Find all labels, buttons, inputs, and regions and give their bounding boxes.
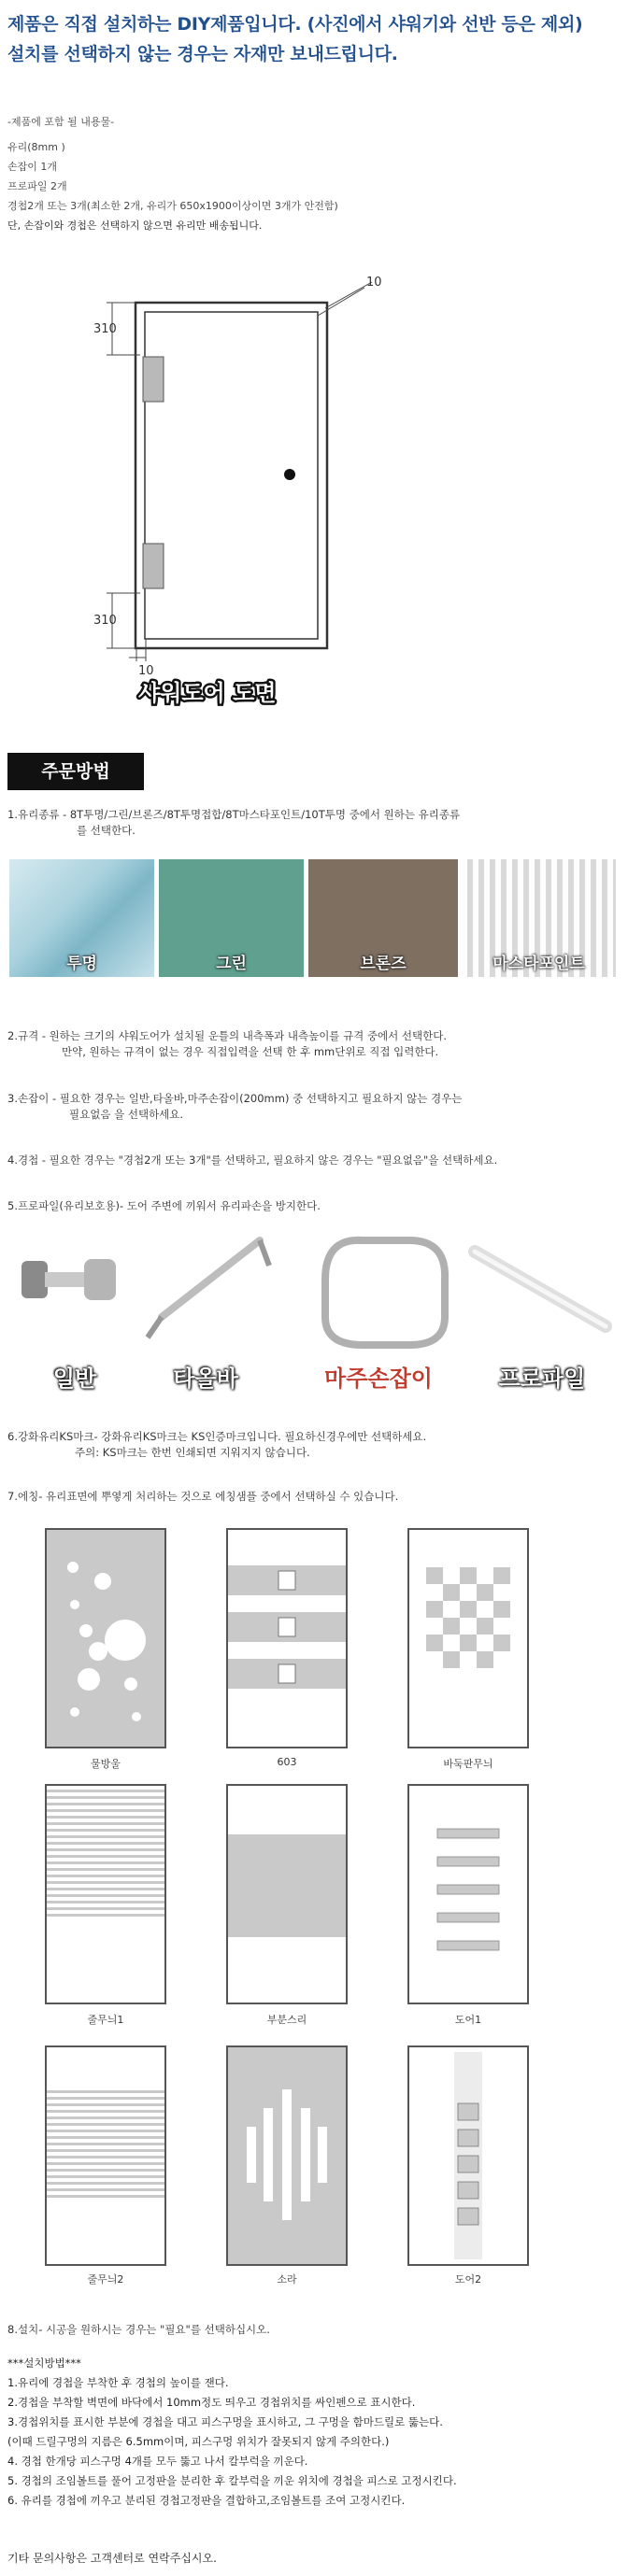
etching-603 (226, 1528, 348, 1748)
drawing-caption: 샤워도어 도면 (138, 680, 277, 706)
step-2-line-2: 만약, 원하는 규격이 없는 경우 직접입력을 선택 한 후 mm단위로 직접 입력한다. (62, 1045, 439, 1058)
contents-item: 경첩2개 또는 3개(최소한 2개, 유리가 650x1900이상이면 3개가 안전함) (7, 200, 338, 212)
contents-note: 단, 손잡이와 경첩은 선택하지 않으면 유리만 배송됩니다. (7, 219, 263, 232)
contact-footer: 기타 문의사항은 고객센터로 연락주십시오. (7, 2552, 217, 2565)
etching-stripes-2 (45, 2045, 166, 2266)
shower-door-drawing (84, 271, 392, 710)
product-label-pull-handle: 마주손잡이 (324, 1366, 433, 1392)
etching-partial-frost (226, 1784, 348, 2004)
product-label-basic: 일반 (52, 1366, 97, 1392)
step-3 (7, 1091, 624, 1123)
bottom-dimension-label: 310 (93, 614, 117, 628)
install-step: 5. 경첩의 조임볼트를 풀어 고정판을 분리한 후 칼부럭을 끼운 위치에 경첩을 피스로 고정시킨다. (7, 2474, 457, 2487)
install-step: 6. 유리를 경첩에 끼우고 분리된 경첩고정판을 결합하고,조임볼트를 조여 고정시킨다. (7, 2494, 406, 2507)
step-4: 4.경첩 - 필요한 경우는 "경첩2개 또는 3개"를 선택하고, 필요하지 않은 경우는 "필요없음"을 선택하세요. (7, 1154, 498, 1167)
step-6-line-1: 6.강화유리KS마크- 강화유리KS마크는 KS인증마크입니다. 필요하신경우에만 선택하세요. (7, 1430, 427, 1443)
handle-dot (284, 469, 295, 480)
install-step: 3.경첩위치를 표시한 부분에 경첩을 대고 피스구멍을 표시하고, 그 구멍을 함마드릴로 뚫는다. (7, 2415, 443, 2428)
swatch-label: 마스타포인트 (492, 955, 585, 973)
etching-door-2 (407, 2045, 529, 2266)
install-step: 4. 경첩 한개당 피스구멍 4개를 모두 뚫고 나서 칼부럭을 끼운다. (7, 2455, 308, 2468)
bottom-gap-label: 10 (138, 664, 154, 678)
step-5: 5.프로파일(유리보호용)- 도어 주변에 끼워서 유리파손을 방지한다. (7, 1199, 321, 1212)
step-2-line-1: 2.규격 - 원하는 크기의 샤워도어가 설치될 운틀의 내측폭과 내측높이를 규격 중에서 선택한다. (7, 1029, 448, 1042)
step-2 (7, 1028, 624, 1060)
install-step: 1.유리에 경첩을 부착한 후 경첩의 높이를 잰다. (7, 2376, 229, 2389)
knob-handle-image (21, 1259, 116, 1300)
intro-notice (7, 9, 624, 69)
swatch-label: 그린 (216, 955, 247, 973)
step-1-line-2: 를 선택한다. (77, 824, 136, 837)
pull-handle-image (325, 1240, 445, 1345)
swatch-label: 브론즈 (360, 955, 407, 973)
hinge-top (143, 357, 164, 402)
intro-line-2: 설치를 선택하지 않는 경우는 자재만 보내드립니다. (7, 44, 398, 64)
etching-caption: 줄무늬1 (87, 2014, 124, 2026)
towel-bar-image (148, 1240, 269, 1338)
hinge-bottom (143, 544, 164, 588)
step-7: 7.에칭- 유리표면에 뿌옇게 처리하는 것으로 에칭샘플 중에서 선택하실 수 있습니다. (7, 1490, 399, 1503)
glass-swatch-masterpoint (462, 859, 616, 977)
contents-item: 유리(8mm ) (7, 141, 65, 153)
etching-sora (226, 2045, 348, 2266)
glass-swatch-bronze (308, 859, 458, 977)
etching-caption: 줄무늬2 (87, 2273, 124, 2286)
top-gap-label: 10 (366, 276, 382, 290)
etching-door-1 (407, 1784, 529, 2004)
door-outer-frame (136, 303, 327, 648)
etching-caption: 603 (277, 1756, 297, 1768)
glass-swatch-green (159, 859, 304, 977)
etching-caption: 도어2 (454, 2273, 482, 2286)
swatch-label: 투명 (66, 955, 97, 973)
install-heading: ***설치방법*** (7, 2357, 81, 2370)
etching-caption: 물방울 (91, 1758, 121, 1770)
install-step: 2.경첩을 부착할 벽면에 바닥에서 10mm정도 띄우고 경첩위치를 싸인펜으로 표시한다. (7, 2396, 416, 2409)
step-3-line-2: 필요없음 을 선택하세요. (69, 1108, 184, 1121)
step-1 (7, 807, 624, 839)
install-step: (이때 드릴구멍의 지름은 6.5mm이며, 피스구멍 위치가 잘못되지 않게 주의한다.) (7, 2435, 390, 2448)
step-6-line-2: 주의: KS마크는 한번 인쇄되면 지워지지 않습니다. (75, 1446, 310, 1459)
contents-heading: -제품에 포함 될 내용물- (7, 116, 115, 128)
etching-checkerboard (407, 1528, 529, 1748)
contents-item: 손잡이 1개 (7, 161, 57, 173)
top-dimension-label: 310 (93, 322, 117, 336)
step-6 (7, 1429, 624, 1461)
install-instructions (7, 2354, 624, 2511)
etching-caption: 바둑판무늬 (443, 1758, 493, 1770)
product-label-profile: 프로파일 (498, 1366, 586, 1392)
intro-line-1: 제품은 직접 설치하는 DIY제품입니다. (사진에서 샤워기와 선반 등은 제외) (7, 14, 583, 35)
etching-caption: 소라 (277, 2273, 297, 2286)
etching-stripes-1 (45, 1784, 166, 2004)
contents-list (7, 112, 624, 235)
product-label-towel-bar: 타올바 (173, 1366, 238, 1392)
step-3-line-1: 3.손잡이 - 필요한 경우는 일반,타올바,마주손잡이(200mm) 중 선택하지고 필요하지 않는 경우는 (7, 1092, 463, 1105)
step-8: 8.설치- 시공을 원하시는 경우는 "필요"를 선택하십시오. (7, 2323, 270, 2336)
etching-caption: 부분스리 (266, 2014, 307, 2026)
order-method-badge: 주문방법 (7, 753, 144, 790)
glass-swatch-clear (9, 859, 154, 977)
contents-item: 프로파일 2개 (7, 180, 67, 192)
step-1-line-1: 1.유리종류 - 8T투명/그린/브론즈/8T투명접합/8T마스타포인트/10T투명 중에서 원하는 유리종류 (7, 808, 461, 821)
etching-caption: 도어1 (454, 2014, 482, 2026)
etching-waterdrop (45, 1528, 166, 1748)
profile-strip-image (475, 1252, 606, 1326)
